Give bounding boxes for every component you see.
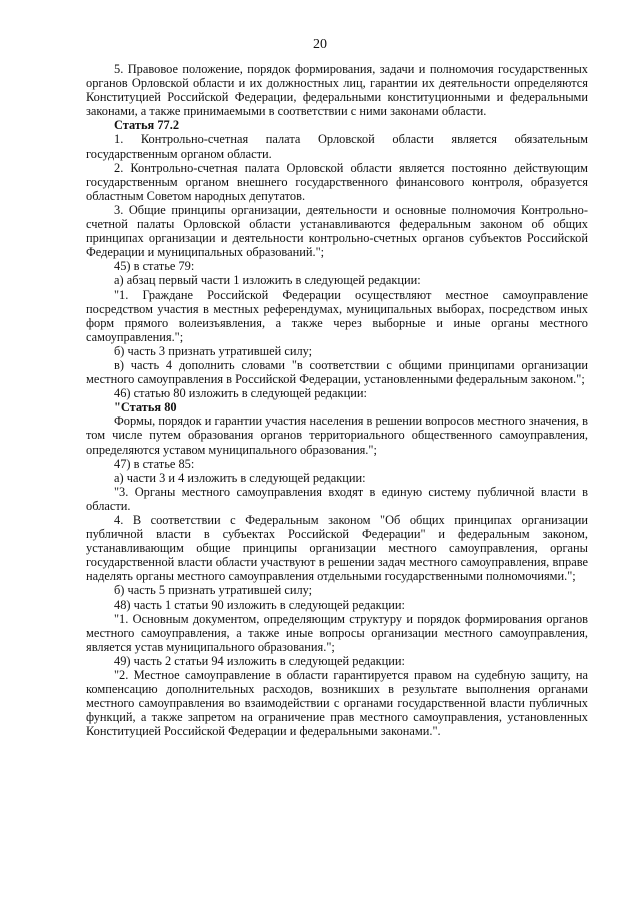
paragraph: а) абзац первый части 1 изложить в следующей редакции:	[114, 273, 421, 288]
paragraph: "3. Органы местного самоуправления входят в единую систему публичной власти в области.	[86, 484, 588, 513]
paragraph: 45) в статье 79:	[114, 259, 195, 274]
paragraph: а) части 3 и 4 изложить в следующей редакции:	[114, 470, 366, 485]
paragraph: "1. Основным документом, определяющим структуру и порядок формирования органов местного самоуправления, а также иные вопросы организации местного самоуправления, является устав муниципального образования.";	[86, 611, 588, 654]
paragraph: 5. Правовое положение, порядок формирования, задачи и полномочия государственных органов Орловской области и их должностных лиц, гарантии их деятельности определяются Конституцией Российской Федерации, федеральными конституционными и федеральными законами, а также принимаемыми в соответствии с ними законами области.	[86, 62, 588, 119]
article-heading: "Статья 80	[114, 400, 177, 415]
paragraph: 48) часть 1 статьи 90 изложить в следующей редакции:	[114, 597, 405, 612]
paragraph: 49) часть 2 статьи 94 изложить в следующей редакции:	[114, 653, 405, 668]
paragraph: 47) в статье 85:	[114, 456, 195, 471]
paragraph: в) часть 4 дополнить словами "в соответствии с общими принципами организации местного самоуправления в Российской Федерации, установленными федеральным законом.";	[86, 357, 588, 387]
paragraph: 4. В соответствии с Федеральным законом "Об общих принципах организации публичной власти в субъектах Российской Федерации" и федеральным законом, устанавливающим общие принципы организации местного самоуправления, органы государственной власти области участвуют в решении задач местного самоуправления, вправе наделять органы местного самоуправления отдельными государственными полномочиями.";	[86, 513, 588, 584]
page-number: 20	[313, 37, 327, 52]
paragraph: 3. Общие принципы организации, деятельности и основные полномочия Контрольно-счетной палаты Орловской области устанавливаются федеральным законом об общих принципах организации и деятельности контрольно-счетных органов субъектов Российской Федерации и муниципальных образований.";	[86, 202, 588, 260]
paragraph: "1. Граждане Российской Федерации осуществляют местное самоуправление посредством участия в местных референдумах, муниципальных выборах, посредством иных форм прямого волеизъявления, а также через выборные и иные органы местного самоуправления.";	[86, 287, 588, 344]
article-heading: Статья 77.2	[114, 118, 180, 133]
paragraph: "2. Местное самоуправление в области гарантируется правом на судебную защиту, на компенсацию дополнительных расходов, возникших в результате выполнения органами местного самоуправления во взаимодействии с органами государственной власти публичных функций, а также запретом на ограничение прав местного самоуправления, установленных Конституцией Российской Федерации и федеральными законами.".	[86, 668, 588, 739]
paragraph: 46) статью 80 изложить в следующей редакции:	[114, 386, 367, 401]
paragraph: б) часть 5 признать утратившей силу;	[114, 583, 313, 598]
document-body	[86, 62, 588, 739]
paragraph: б) часть 3 признать утратившей силу;	[114, 343, 313, 358]
paragraph: 2. Контрольно-счетная палата Орловской области является постоянно действующим государственным органом внешнего государственного финансового контроля, образуется областным Советом народных депутатов.	[86, 160, 588, 203]
paragraph: Формы, порядок и гарантии участия населения в решении вопросов местного значения, в том числе путем образования органов территориального общественного самоуправления, определяются уставом муниципального образования.";	[86, 414, 588, 457]
paragraph: 1. Контрольно-счетная палата Орловской области является обязательным государственным органом области.	[86, 132, 588, 161]
